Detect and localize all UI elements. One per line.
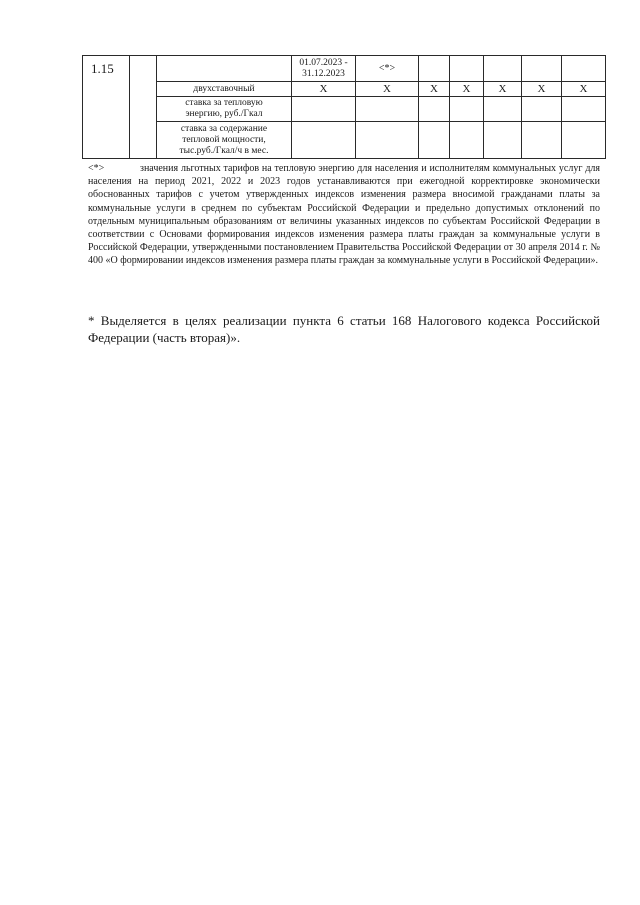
x-mark: Х xyxy=(562,82,606,97)
capacity-rate-line: ставка за содержание xyxy=(180,123,268,134)
energy-rate-line: энергию, руб./Гкал xyxy=(185,109,263,119)
empty-cell xyxy=(450,122,484,159)
footnote: * Выделяется в целях реализации пункта 6 статьи 168 Налогового кодекса Российской Федерации (часть вторая)». xyxy=(88,313,600,345)
table-row xyxy=(83,122,606,159)
capacity-rate-line: тепловой мощности, xyxy=(182,134,266,145)
x-mark: Х xyxy=(356,82,419,97)
empty-cell xyxy=(130,56,157,159)
x-mark: Х xyxy=(292,82,356,97)
empty-cell xyxy=(419,56,450,82)
empty-cell xyxy=(419,122,450,159)
note-text: значения льготных тарифов на тепловую энергию для населения и исполнителям коммунальных услуг для населения на период 2021, 2022 и 2023 годов устанавливаются при ежегодной корректировке экономически обоснованных тарифов с учетом утвержденных индексов изменения размера вносимой гражданами платы за коммунальные услуги в среднем по субъектам Российской Федерации и предельно допустимых отклонений по отдельным муниципальным образованиям от величины указанных индексов по субъектам Российской Федерации в соответствии с Основами формирования индексов изменения размера платы граждан за коммунальные услуги в Российской Федерации, утвержденными постановлением Правительства Российской Федерации от 30 апреля 2014 г. № 400 «О формировании индексов изменения размера платы граждан за коммунальные услуги в Российской Федерации». xyxy=(88,163,600,267)
empty-cell xyxy=(522,56,562,82)
empty-cell xyxy=(450,97,484,122)
tariff-table xyxy=(82,55,606,159)
empty-cell xyxy=(419,97,450,122)
empty-cell xyxy=(292,97,356,122)
empty-cell xyxy=(157,56,292,82)
empty-cell xyxy=(356,122,419,159)
energy-rate-label xyxy=(157,97,292,122)
energy-rate-line: ставка за тепловую xyxy=(185,98,263,108)
period-cell xyxy=(292,56,356,82)
empty-cell xyxy=(484,97,522,122)
period-start: 01.07.2023 - xyxy=(299,57,348,68)
empty-cell xyxy=(484,122,522,159)
tariff-note xyxy=(88,162,600,268)
empty-cell xyxy=(484,56,522,82)
row-number: 1.15 xyxy=(83,56,130,159)
empty-cell xyxy=(292,122,356,159)
asterisk-mark: <*> xyxy=(356,56,419,82)
x-mark: Х xyxy=(419,82,450,97)
empty-cell xyxy=(562,97,606,122)
x-mark: Х xyxy=(450,82,484,97)
table-row xyxy=(83,82,606,97)
period-end: 31.12.2023 xyxy=(302,68,345,79)
empty-cell xyxy=(562,122,606,159)
table-row xyxy=(83,56,606,82)
capacity-rate-label xyxy=(157,122,292,159)
empty-cell xyxy=(522,97,562,122)
x-mark: Х xyxy=(522,82,562,97)
x-mark: Х xyxy=(484,82,522,97)
empty-cell xyxy=(522,122,562,159)
note-marker: <*> xyxy=(88,163,105,174)
table-row xyxy=(83,97,606,122)
two-part-label: двухставочный xyxy=(157,82,292,97)
empty-cell xyxy=(450,56,484,82)
capacity-rate-line: тыс.руб./Гкал/ч в мес. xyxy=(179,145,269,156)
empty-cell xyxy=(562,56,606,82)
empty-cell xyxy=(356,97,419,122)
